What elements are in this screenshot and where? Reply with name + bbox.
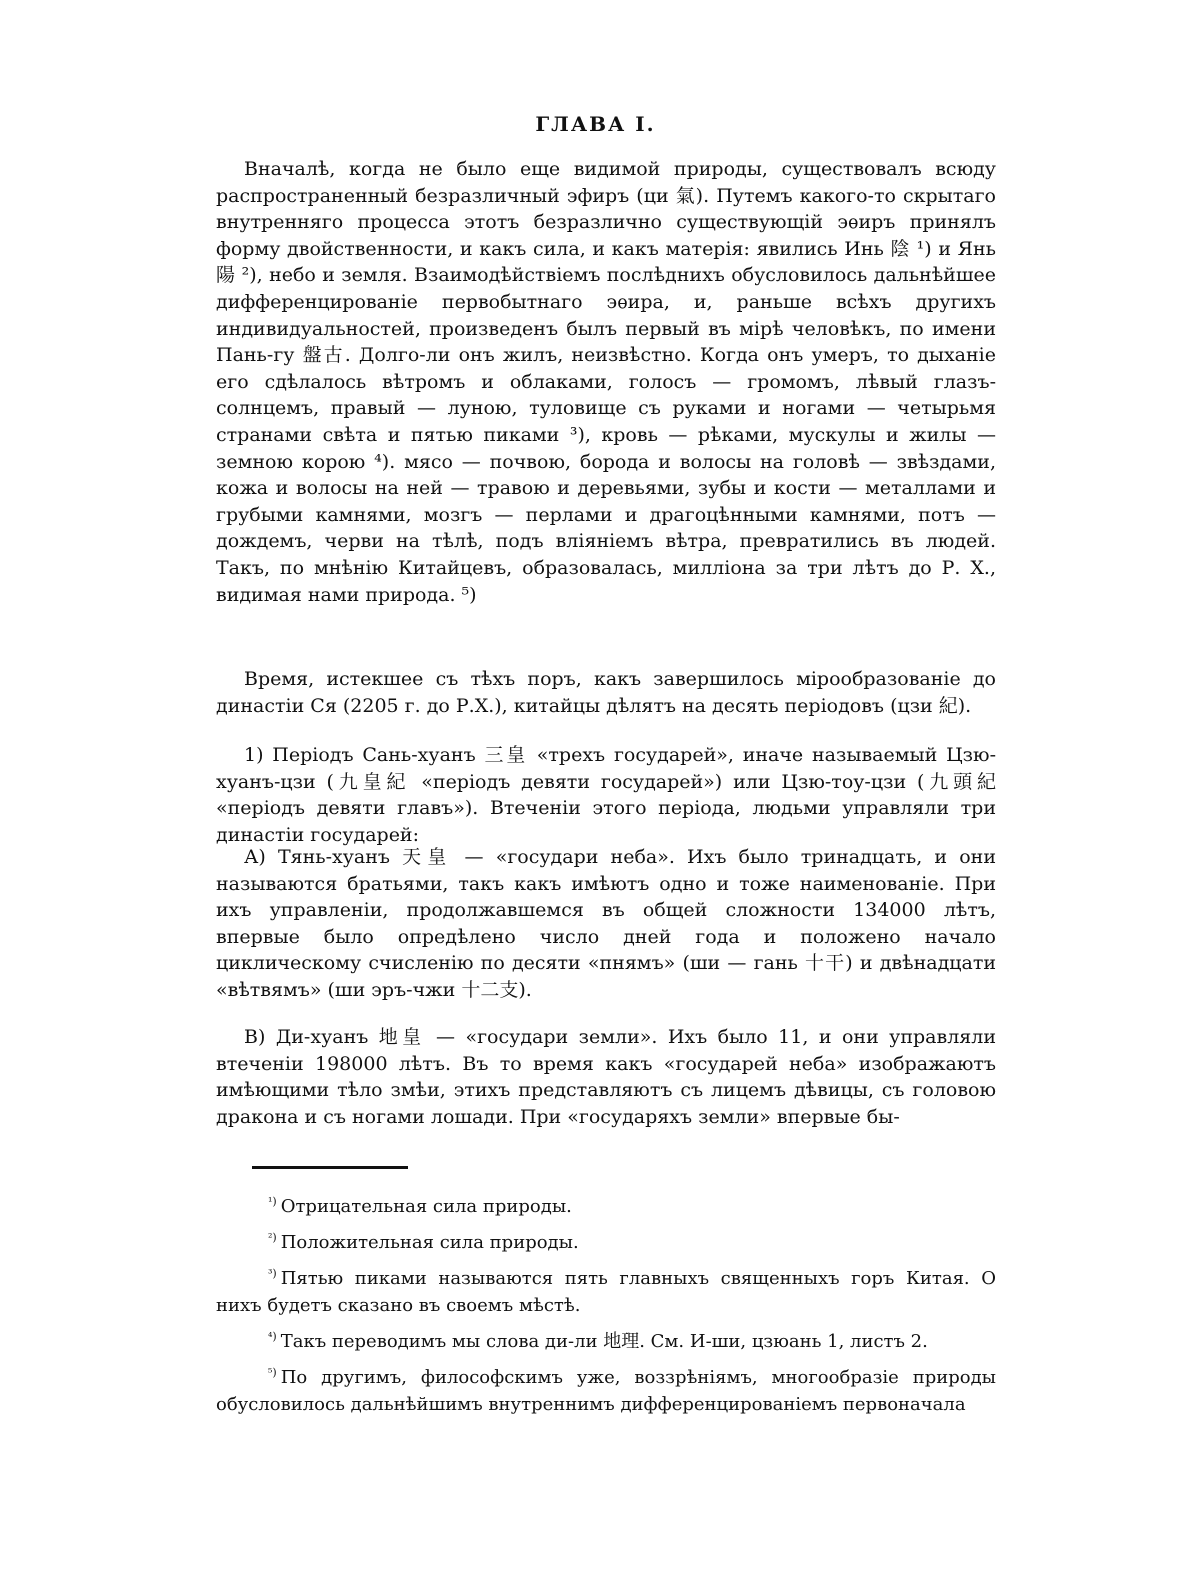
paragraph-5-text: В) Ди-хуанъ 地皇 — «государи земли». Ихъ было 11, и они управляли втеченіи 198000 лѣтъ. Въ то время какъ «государей неба» изображаютъ имѣющими тѣло змѣи, этихъ представляютъ съ лицемъ дѣвицы, съ головою дракона и съ ногами лошади. При «государяхъ земли» впервые бы- bbox=[216, 1026, 996, 1128]
footnote-1-text: Отрицательная сила природы. bbox=[280, 1196, 572, 1217]
footnotes bbox=[216, 1188, 996, 1422]
footnote-3-mark: ³) bbox=[268, 1267, 277, 1280]
footnote-4-mark: ⁴) bbox=[268, 1330, 277, 1343]
paragraph-5 bbox=[216, 1024, 996, 1130]
paragraph-2-text: Время, истекшее съ тѣхъ поръ, какъ завершилось мірообразованіе до династіи Ся (2205 г. до Р.Х.), китайцы дѣлятъ на десять періодовъ (цзи 紀). bbox=[216, 668, 996, 717]
footnote-2-mark: ²) bbox=[268, 1231, 277, 1244]
footnote-4-text: Такъ переводимъ мы слова ди-ли 地理. См. И-ши, цзюань 1, листъ 2. bbox=[280, 1331, 928, 1352]
paragraph-1 bbox=[216, 156, 996, 608]
paragraph-3-text: 1) Періодъ Сань-хуанъ 三皇 «трехъ государей», иначе называемый Цзю-хуанъ-цзи (九皇紀 «періодъ девяти государей») или Цзю-тоу-цзи (九頭紀 «періодъ девяти главъ»). Втеченіи этого періода, людьми управляли три династіи государей: bbox=[216, 744, 996, 846]
footnote-4 bbox=[216, 1323, 996, 1355]
paragraph-1-text: Вначалѣ, когда не было еще видимой природы, существовалъ всюду распространенный безразличный эфиръ (ци 氣). Путемъ какого-то скрытаго внутренняго процесса этотъ безразлично существующій эѳиръ принялъ форму двойственности, и какъ сила, и какъ матерія: явились Инь 陰 ¹) и Янь 陽 ²), небо и земля. Взаимодѣйствіемъ послѣднихъ обусловилось дальнѣйшее дифференцированіе первобытнаго эѳира, и, раньше всѣхъ другихъ индивидуальностей, произведенъ былъ первый въ мірѣ человѣкъ, по имени Пань-гу 盤古. Долго-ли онъ жилъ, неизвѣстно. Когда онъ умеръ, то дыханіе его сдѣлалось вѣтромъ и облаками, голосъ — громомъ, лѣвый глазъ-солнцемъ, правый — луною, туловище съ руками и ногами — четырьмя странами свѣта и пятью пиками ³), кровь — рѣками, мускулы и жилы — земною корою ⁴). мясо — почвою, борода и волосы на головѣ — звѣздами, кожа и волосы на ней — травою и деревьями, зубы и кости — металлами и грубыми камнями, мозгъ — перлами и драгоцѣнными камнями, потъ — дождемъ, черви на тѣлѣ, подъ вліяніемъ вѣтра, превратились въ людей. Такъ, по мнѣнію Китайцевъ, образовалась, милліона за три лѣтъ до Р. Х., видимая нами природа. ⁵) bbox=[216, 158, 996, 606]
footnote-2-text: Положительная сила природы. bbox=[280, 1232, 579, 1253]
footnote-5-text: По другимъ, философскимъ уже, воззрѣніямъ, многообразіе природы обусловилось дальнѣйшимъ внутреннимъ дифференцированіемъ первоначала bbox=[216, 1367, 996, 1415]
paragraph-2 bbox=[216, 666, 996, 719]
footnote-5-mark: ⁵) bbox=[268, 1366, 277, 1379]
footnote-1 bbox=[216, 1188, 996, 1220]
paragraph-4-text: А) Тянь-хуанъ 天皇 — «государи неба». Ихъ было тринадцать, и они называются братьями, такъ какъ имѣютъ одно и тоже наименованіе. При ихъ управленіи, продолжавшемся въ общей сложности 134000 лѣтъ, впервые было опредѣлено число дней года и положено начало циклическому счисленію по десяти «пнямъ» (ши — гань 十干) и двѣнадцати «вѣтвямъ» (ши эръ-чжи 十二支). bbox=[216, 846, 996, 1001]
footnote-separator bbox=[252, 1166, 408, 1169]
footnote-3 bbox=[216, 1260, 996, 1319]
footnote-1-mark: ¹) bbox=[268, 1195, 277, 1208]
paragraph-3 bbox=[216, 742, 996, 848]
footnote-5 bbox=[216, 1359, 996, 1418]
footnote-2 bbox=[216, 1224, 996, 1256]
chapter-heading: ГЛАВА I. bbox=[535, 112, 656, 136]
footnote-3-text: Пятью пиками называются пять главныхъ священныхъ горъ Китая. О нихъ будетъ сказано въ своемъ мѣстѣ. bbox=[216, 1268, 996, 1316]
paragraph-4 bbox=[216, 844, 996, 1004]
